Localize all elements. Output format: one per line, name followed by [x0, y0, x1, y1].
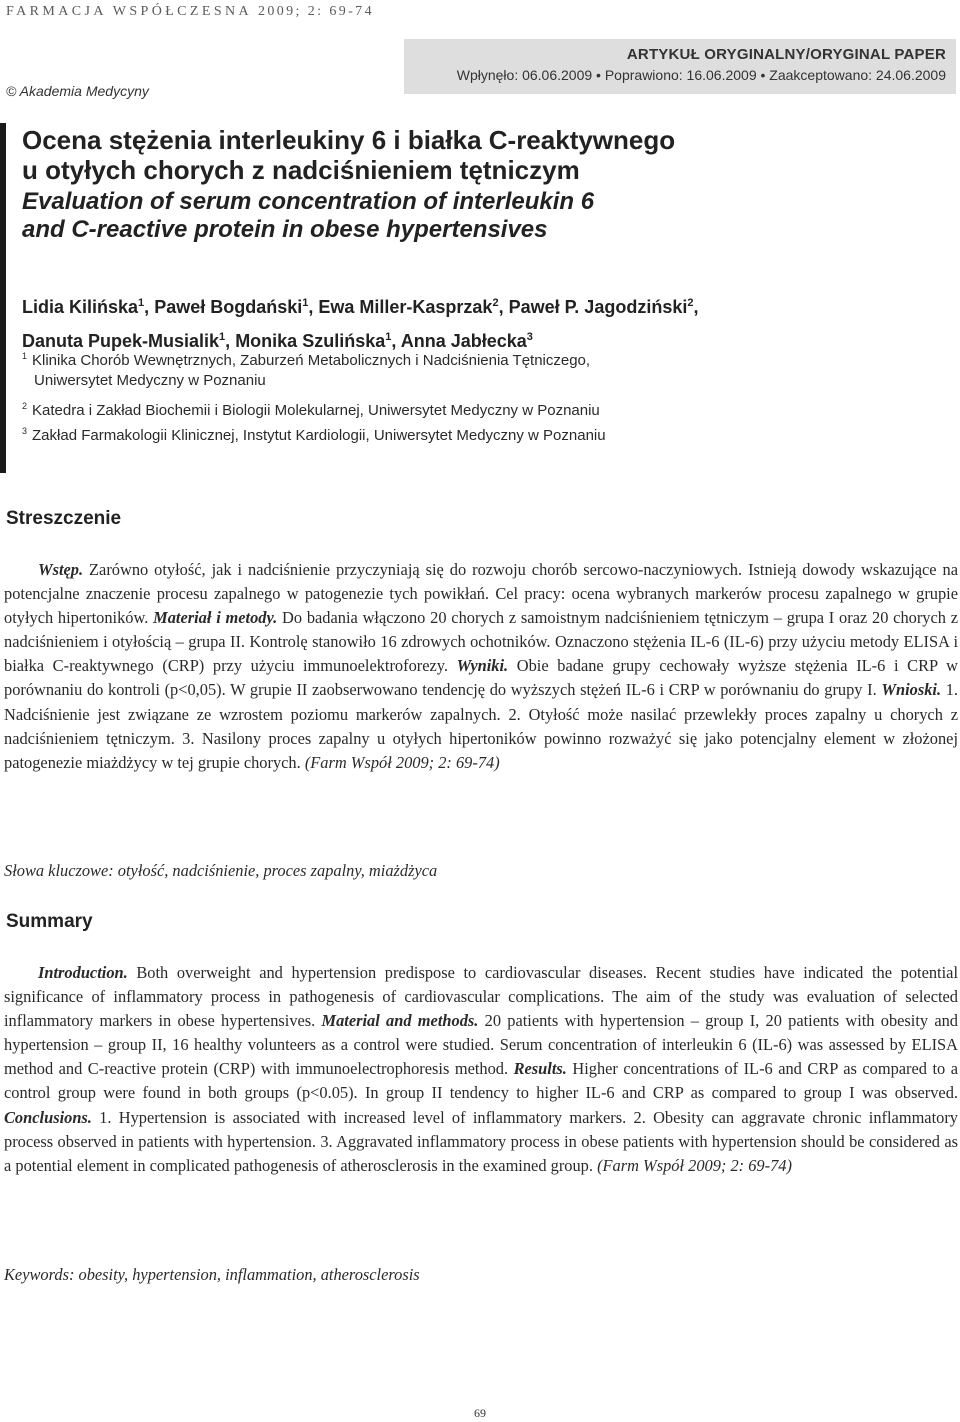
affiliation-1-continued: Uniwersytet Medyczny w Poznaniu — [34, 372, 266, 389]
affiliation-2 — [22, 397, 952, 420]
author-affiliation-ref: 1 — [385, 331, 392, 343]
author-name: Ewa Miller-Kasprzak — [318, 297, 493, 317]
author-affiliation-ref: 2 — [687, 297, 694, 309]
keywords-polish: Słowa kluczowe: otyłość, nadciśnienie, proces zapalny, miażdżyca — [4, 861, 438, 880]
abstract-text-wstep: Zarówno otyłość, jak i nadciśnienie przyczyniają się do rozwoju chorób sercowo-naczyniowych. Istnieją dowody wskazujące na potencjalne znaczenie procesu zapalnego w patogenezie tych powikłań. Cel pracy: ocena wybranych markerów procesu zapalnego w grupie otyłych hipertoników. — [4, 560, 958, 628]
affiliation-number: 1 — [22, 351, 28, 361]
summary-text-results: Higher concentrations of IL-6 and CRP as compared to a control group were found in both groups (p<0.05). In group II tendency to higher IL-6 and CRP as compared to group I was observed. — [4, 1059, 958, 1103]
copyright: © Akademia Medycyny — [6, 83, 149, 99]
affiliation-number: 3 — [22, 426, 28, 436]
author-affiliation-ref: 1 — [219, 331, 226, 343]
affiliation-1 — [22, 347, 952, 370]
author-line-2: Danuta Pupek-Musialik$^1$, Monika Szulińska$^1$, Anna Jabłecka$^3$ — [22, 331, 533, 351]
abstract-citation: (Farm Współ 2009; 2: 69-74) — [304, 752, 500, 772]
summary-text-methods: 20 patients with hypertension – group I, 20 patients with obesity and hypertension – group II, 16 healthy volunteers as a control were studied. Serum concentration of interleukin 6 (IL-6) was assessed by ELISA method and C-reactive protein (CRP) with immunoelectrophoresis method. — [4, 1011, 959, 1079]
summary-text-conclusions: 1. Hypertension is associated with increased level of inflammatory markers. 2. Obesity can aggravate chronic inflammatory process observed in patients with hypertension. 3. Aggravated inflammatory process in obese patients with hypertension should be considered as a potential element in complicated pathogenesis of atherosclerosis in the examined group. — [4, 1107, 958, 1175]
article-type: ARTYKUŁ ORYGINALNY/ORYGINAL PAPER — [626, 46, 946, 63]
abstract-text-material: Do badania włączono 20 chorych z samoistnym nadciśnieniem tętniczym – grupa I oraz 20 chorych z nadciśnieniem i otyłością – grupa II. Kontrolę stanowiło 16 zdrowych ochotników. Oznaczono stężenia IL-6 (IL-6) przy użyciu metody ELISA i białka C-reaktywnego (CRP) przy użyciu immunoelektroforezy. — [4, 608, 959, 676]
keywords-english: Keywords: obesity, hypertension, inflammation, atherosclerosis — [4, 1265, 420, 1284]
author-name: Monika Szulińska — [235, 331, 386, 351]
page-number: 69 — [474, 1406, 486, 1420]
summary-label-results: Results. — [513, 1059, 567, 1079]
journal-header — [6, 4, 374, 20]
author-name: Danuta Pupek-Musialik — [22, 331, 220, 351]
title-polish — [22, 125, 952, 185]
summary-citation: (Farm Współ 2009; 2: 69-74) — [597, 1155, 792, 1175]
author-name: Lidia Kilińska — [22, 297, 139, 317]
abstract-polish — [4, 558, 958, 775]
author-affiliation-ref: 1 — [138, 297, 145, 309]
author-list — [22, 288, 952, 356]
summary-text-introduction: Both overweight and hypertension predispose to cardiovascular diseases. Recent studies have indicated the potential significance of inflammatory process in pathogenesis of cardiovascular complications. The aim of the study was evaluation of selected inflammatory markers in obese hypertensives. — [4, 963, 958, 1031]
title-english — [22, 188, 952, 244]
summary-heading: Summary — [6, 911, 93, 932]
author-affiliation-ref: 3 — [526, 331, 533, 343]
abstract-label-wnioski: Wnioski. — [881, 680, 942, 700]
affiliation-text: Zakład Farmakologii Klinicznej, Instytut Kardiologii, Uniwersytet Medyczny w Poznaniu — [32, 427, 606, 444]
affiliation-3 — [22, 422, 952, 445]
abstract-label-material: Materiał i metody. — [153, 608, 278, 628]
title-polish-line2: u otyłych chorych z nadciśnieniem tętniczym — [22, 155, 580, 185]
affiliation-number: 2 — [22, 401, 28, 411]
streszczenie-heading: Streszczenie — [6, 508, 122, 529]
affiliation-text: Klinika Chorób Wewnętrznych, Zaburzeń Metabolicznych i Nadciśnienia Tętniczego, — [32, 352, 591, 369]
author-affiliation-ref: 2 — [492, 297, 499, 309]
title-polish-line1: Ocena stężenia interleukiny 6 i białka C-reaktywnego — [22, 125, 676, 155]
abstract-text-wnioski: 1. Nadciśnienie jest związane ze wzrostem poziomu markerów zapalnych. 2. Otyłość może nasilać przewlekły proces zapalny u chorych z nadciśnieniem tętniczym. 3. Nasilony proces zapalny u otyłych hipertoników powinno rozważyć się jako potencjalny element w złożonej patogenezie miażdżycy w tej grupie chorych. — [4, 680, 959, 772]
article-dates: Wpłynęło: 06.06.2009 • Poprawiono: 16.06.2009 • Zaakceptowano: 24.06.2009 — [456, 67, 946, 83]
title-english-line1: Evaluation of serum concentration of interleukin 6 — [22, 188, 595, 215]
abstract-label-wyniki: Wyniki. — [456, 656, 509, 676]
abstract-english — [4, 961, 958, 1178]
affiliation-text: Katedra i Zakład Biochemii i Biologii Molekularnej, Uniwersytet Medyczny w Poznaniu — [32, 402, 600, 419]
summary-label-introduction: Introduction. — [38, 963, 128, 982]
title-side-rule — [0, 123, 6, 473]
author-name: Paweł P. Jagodziński — [508, 297, 688, 317]
journal-issue: 2009; 2: 69-74 — [257, 4, 374, 19]
journal-name: FARMACJA WSPÓŁCZESNA — [6, 4, 253, 19]
author-name: Paweł Bogdański — [154, 297, 303, 317]
author-name: Anna Jabłecka — [400, 331, 527, 351]
title-english-line2: and C-reactive protein in obese hypertensives — [22, 216, 548, 243]
summary-label-methods: Material and methods. — [321, 1011, 479, 1031]
summary-label-conclusions: Conclusions. — [4, 1107, 92, 1127]
author-affiliation-ref: 1 — [302, 297, 309, 309]
author-line-1: Lidia Kilińska$^1$, Paweł Bogdański$^1$, Ewa Miller-Kasprzak$^2$, Paweł P. Jagodziński$^2$, — [22, 297, 699, 317]
article-info-bar — [404, 39, 956, 94]
abstract-text-wyniki: Obie badane grupy cechowały wyższe stężenia IL-6 i CRP w porównaniu do kontroli (p<0,05). W grupie II zaobserwowano tendencję do wyższych stężeń IL-6 i CRP w porównaniu do grupy I. — [4, 656, 959, 700]
abstract-label-wstep: Wstęp. — [38, 560, 84, 579]
